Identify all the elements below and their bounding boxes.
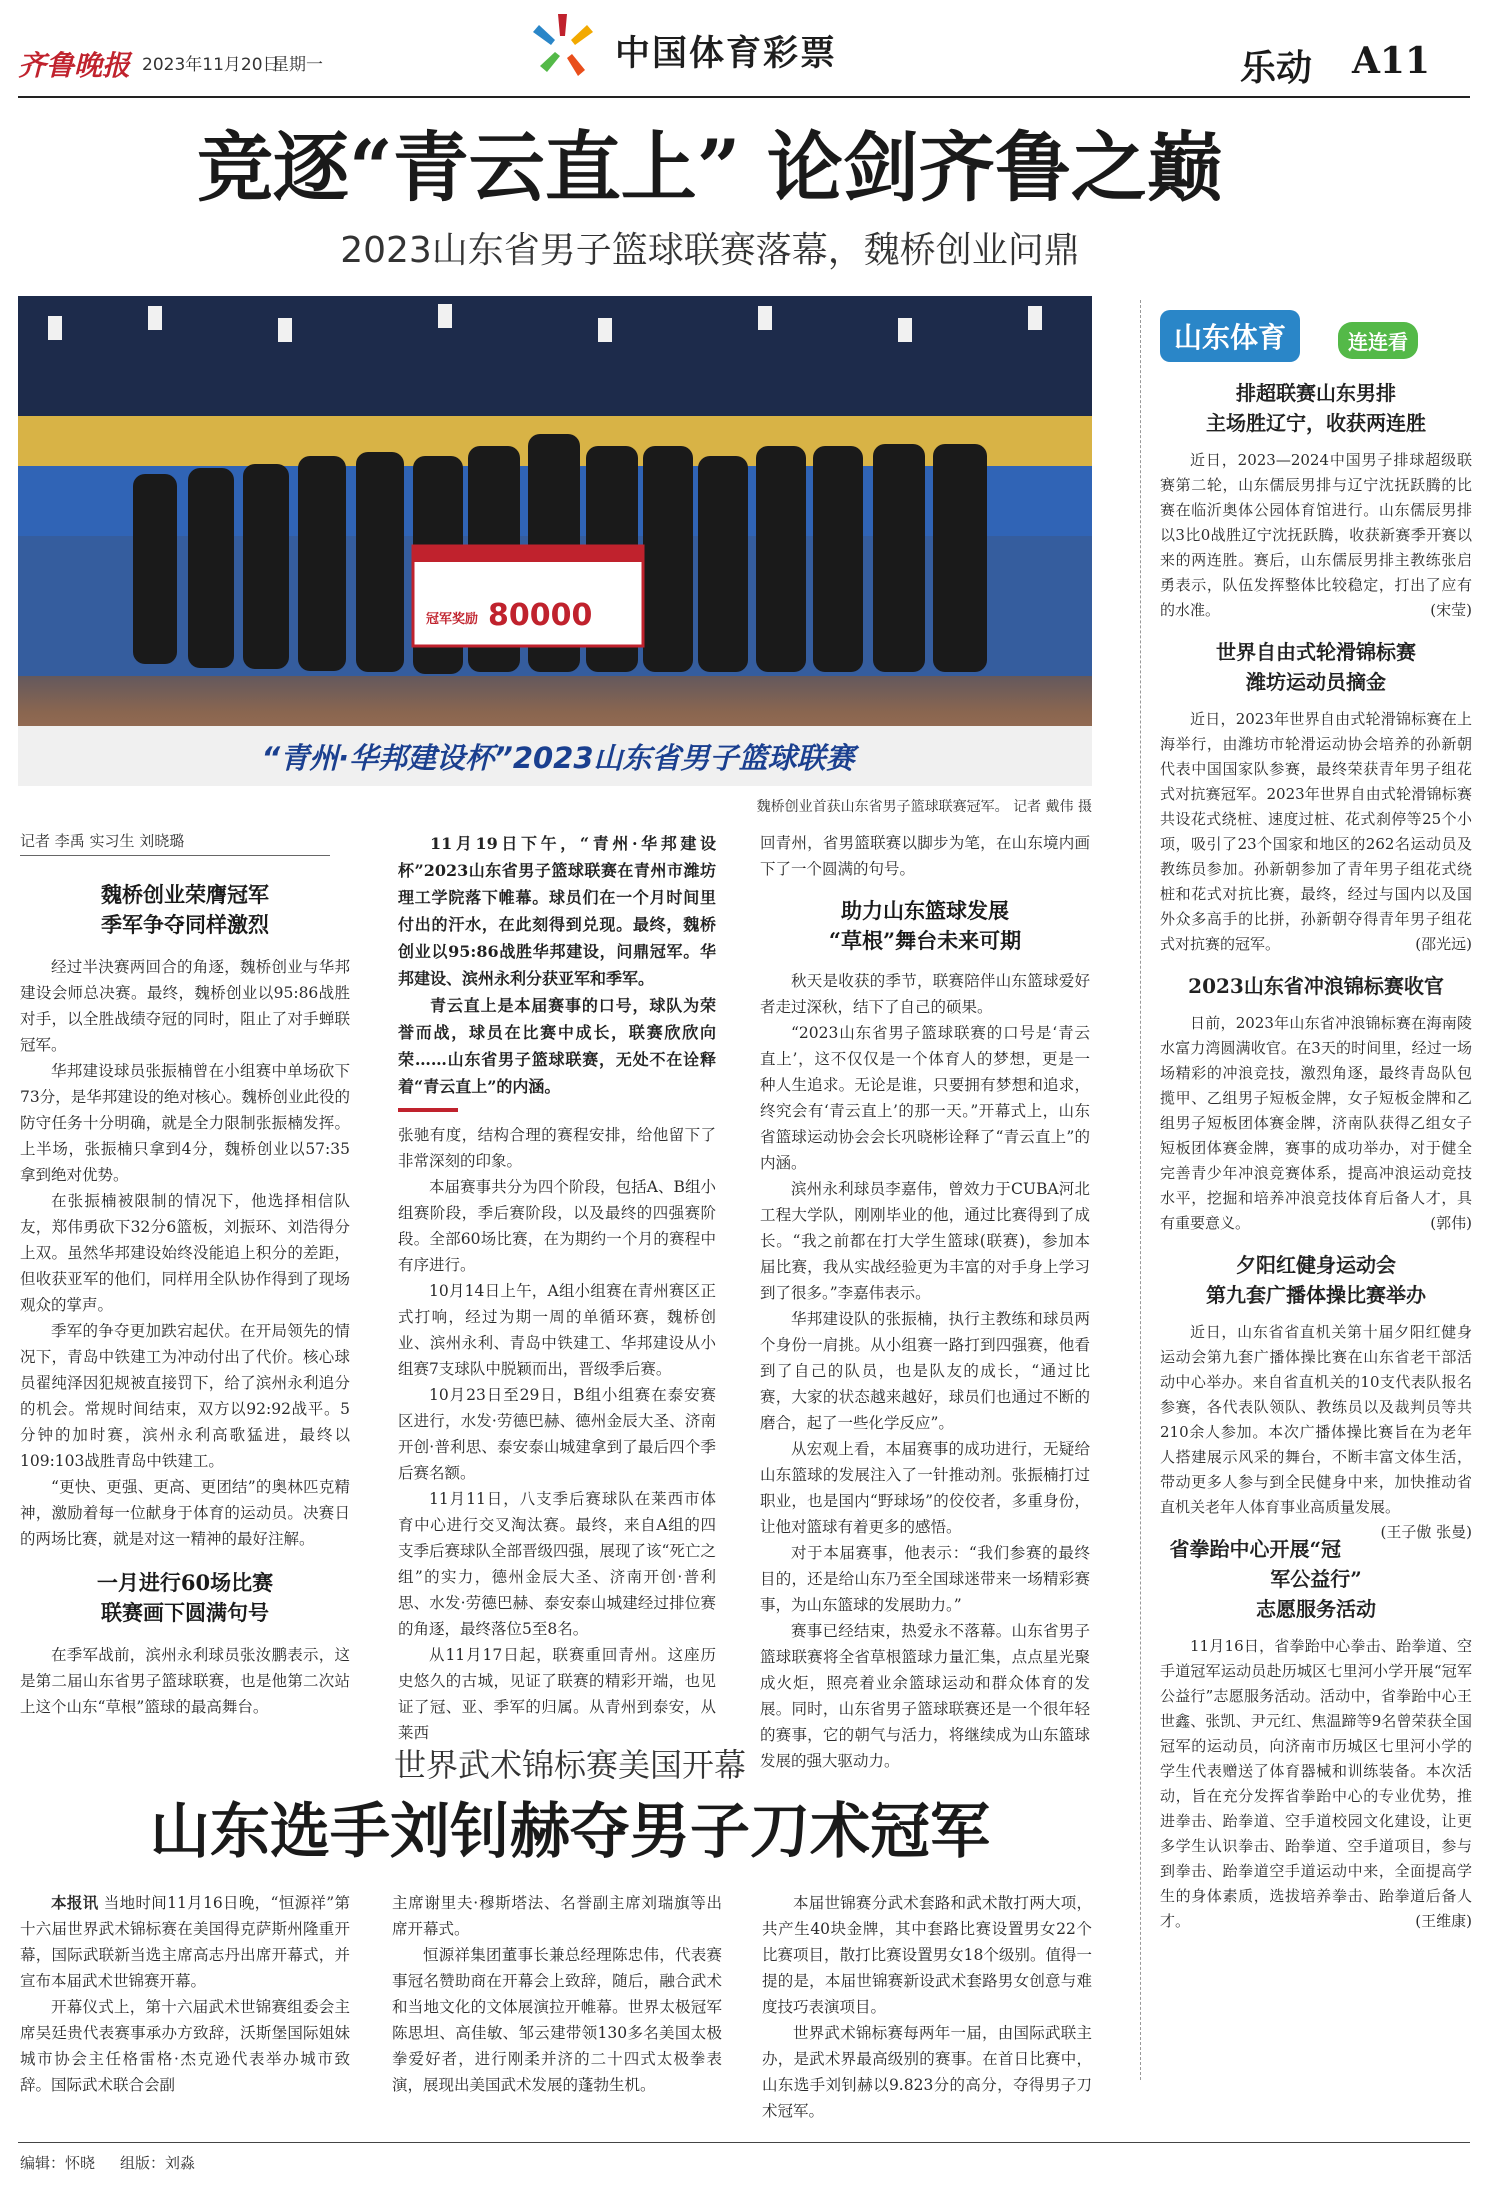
sidebar-item-title: 主场胜辽宁，收获两连胜: [1206, 411, 1426, 435]
paragraph: 从宏观上看，本届赛事的成功进行，无疑给山东篮球的发展注入了一针推动剂。张振楠打过职业，也是国内“野球场”的佼佼者，多重身份，让他对篮球有着更多的感悟。: [760, 1440, 1090, 1536]
second-column-2: [392, 1890, 722, 2098]
byline: 记者 李禹 实习生 刘晓璐: [20, 832, 185, 850]
sidebar-logo-text: 山东体育: [1160, 310, 1300, 362]
paragraph: 秋天是收获的季节，联赛陪伴山东篮球爱好者走过深秋，结下了自己的硕果。: [760, 972, 1090, 1016]
intro-paragraph: 青云直上是本届赛事的口号，球队为荣誉而战，球员在比赛中成长，联赛欣欣向荣……山东省男子篮球联赛，无处不在诠释着“青云直上”的内涵。: [398, 996, 716, 1096]
paragraph: 在季军战前，滨州永利球员张汝鹏表示，这是第二届山东省男子篮球联赛，也是他第二次站上这个山东“草根”篮球的最高舞台。: [20, 1646, 350, 1716]
sidebar-item: [1160, 1250, 1472, 1541]
paragraph: “2023山东省男子篮球联赛的口号是‘青云直上’，这不仅仅是一个体育人的梦想，更是一种人生追求。无论是谁，只要拥有梦想和追求，终究会有‘青云直上’的那一天。”开幕式上，山东省篮球运动协会会长巩晓彬诠释了“青云直上”的内涵。: [760, 1024, 1090, 1172]
sidebar-item-title: 排超联赛山东男排: [1236, 381, 1396, 405]
sidebar-item-title: 世界自由式轮滑锦标赛: [1216, 640, 1416, 664]
sidebar: [1160, 300, 1472, 1934]
masthead: [0, 0, 1488, 100]
sidebar-item: [1160, 378, 1472, 623]
sidebar-item-title: 第九套广播体操比赛举办: [1206, 1283, 1426, 1307]
sidebar-item-title: 志愿服务活动: [1256, 1597, 1376, 1621]
sidebar-item-title: 省拳跆中心开展“冠军公益行”: [1169, 1537, 1362, 1591]
paragraph: 11月11日，八支季后赛球队在莱西市体育中心进行交叉淘汰赛。最终，来自A组的四支季后赛球队全部晋级四强，展现了该“死亡之组”的实力，德州金辰大圣、济南开创·普利思、水发·劳德巴赫、泰安泰山城建经过排位赛的角逐，最终落位5至8名。: [398, 1490, 716, 1638]
sponsor-name: 中国体育彩票: [615, 34, 838, 74]
lottery-logo-icon: [525, 10, 600, 85]
second-headline: 山东选手刘钊赫夺男子刀术冠军: [150, 1797, 990, 1867]
sidebar-item-author: (邵光远): [1415, 935, 1472, 953]
issue-weekday: 星期一: [272, 55, 323, 75]
sub2-title-1: 一月进行60场比赛: [96, 1570, 274, 1595]
lead-column-3: [760, 830, 1090, 1774]
section-name: 乐动: [1240, 47, 1313, 89]
second-kicker: 世界武术锦标赛美国开幕: [393, 1746, 746, 1784]
footer-editor: 编辑：怀晓: [20, 2154, 96, 2172]
col1-body: [20, 954, 350, 1552]
masthead-rule: [18, 96, 1470, 98]
paper-logo: 齐鲁晚报: [18, 49, 131, 82]
second-column-1: [20, 1890, 350, 2098]
check-label: 冠军奖励: [426, 612, 479, 627]
intro-rule: [398, 1108, 458, 1112]
paragraph: 当地时间11月16日晚，“恒源祥”第十六届世界武术锦标赛在美国得克萨斯州隆重开幕，国际武联新当选主席高志丹出席开幕式，并宣布本届武术世锦赛开幕。: [20, 1894, 350, 1990]
photo-banner: “青州·华邦建设杯”2023山东省男子篮球联赛: [261, 741, 855, 775]
sidebar-item-title: 夕阳红健身运动会: [1236, 1253, 1396, 1277]
lead-subhead: 2023山东省男子篮球联赛落幕，魏桥创业问鼎: [340, 230, 1080, 271]
sidebar-item-title: 2023山东省冲浪锦标赛收官: [1188, 974, 1444, 998]
sidebar-item-text: 近日，山东省省直机关第十届夕阳红健身运动会第九套广播体操比赛在山东省老干部活动中心举办。来自省直机关的10支代表队报名参赛，各代表队领队、教练员以及裁判员等共210余人参加。本次广播体操比赛旨在为老年人搭建展示风采的舞台，不断丰富文体生活，带动更多人参与到全民健身中来，加快推动省直机关老年人体育事业高质量发展。: [1160, 1323, 1472, 1516]
paragraph: 回青州，省男篮联赛以脚步为笔，在山东境内画下了一个圆满的句号。: [760, 834, 1090, 878]
lead-headline: 竞逐“青云直上” 论剑齐鲁之巅: [197, 123, 1223, 212]
sub3-title-2: “草根”舞台未来可期: [828, 928, 1022, 953]
paragraph: 季军的争夺更加跌宕起伏。在开局领先的情况下，青岛中铁建工为冲动付出了代价。核心球员翟纯泽因犯规被直接罚下，给了滨州永利追分的机会。常规时间结束，双方以92:92战平。5分钟的加时赛，滨州永利高歌猛进，最终以109:103战胜青岛中铁建工。: [20, 1322, 350, 1470]
sidebar-item: [1160, 1534, 1472, 1934]
second-column-3: [762, 1890, 1092, 2124]
sidebar-item: [1160, 637, 1472, 957]
paragraph: 开幕仪式上，第十六届武术世锦赛组委会主席吴廷贵代表赛事承办方致辞，沃斯堡国际姐妹城市协会主任格雷格·杰克逊代表举办城市致辞。国际武术联合会副: [20, 1998, 350, 2094]
sidebar-item: [1160, 971, 1472, 1236]
lead-column-1: [20, 880, 350, 1720]
paragraph: 华邦建设队的张振楠，执行主教练和球员两个身份一肩挑。从小组赛一路打到四强赛，他看到了自己的队员，也是队友的成长，“通过比赛，大家的状态越来越好，球员们也通过不断的磨合，起了一些化学反应”。: [760, 1310, 1090, 1432]
paragraph: 经过半決赛两回合的角逐，魏桥创业与华邦建设会师总决赛。最终，魏桥创业以95:86战胜对手，以全胜战绩夺冠的同时，阻止了对手蝉联冠军。: [20, 958, 350, 1054]
paragraph: “更快、更强、更高、更团结”的奥林匹克精神，激励着每一位献身于体育的运动员。决赛日的两场比赛，就是对这一精神的最好注解。: [20, 1478, 350, 1548]
paragraph: 赛事已经结束，热爱永不落幕。山东省男子篮球联赛将全省草根篮球力量汇集，点点星光聚成火炬，照亮着业余篮球运动和群众体育的发展。同时，山东省男子篮球联赛还是一个很年轻的赛事，它的朝气与活力，将继续成为山东篮球发展的强大驱动力。: [760, 1622, 1090, 1770]
sidebar-item-title: 潍坊运动员摘金: [1246, 670, 1386, 694]
byline-rule: [20, 855, 330, 856]
paragraph: 10月14日上午，A组小组赛在青州赛区正式打响，经过为期一周的单循环赛，魏桥创业、滨州永利、青岛中铁建工、华邦建设从小组赛7支球队中脱颖而出，晋级季后赛。: [398, 1282, 716, 1378]
sidebar-logo: [1160, 300, 1472, 370]
sub3-title-1: 助力山东篮球发展: [841, 898, 1009, 923]
paragraph: 对于本届赛事，他表示：“我们参赛的最终目的，还是给山东乃至全国球迷带来一场精彩赛事，为山东篮球的发展助力。”: [760, 1544, 1090, 1614]
footer-rule: [18, 2142, 1470, 2143]
intro-box: [398, 830, 716, 1100]
paragraph: 本届世锦赛分武术套路和武术散打两大项，共产生40块金牌，其中套路比赛设置男女22个比赛项目，散打比赛设置男女18个级别。值得一提的是，本届世锦赛新设武术套路男女创意与难度技巧表演项目。: [762, 1894, 1092, 2016]
dateline: 本报讯: [51, 1893, 99, 1912]
paragraph: 在张振楠被限制的情况下，他选择相信队友，郑伟勇砍下32分6篮板，刘振环、刘浩得分上双。虽然华邦建设始终没能追上积分的差距，但收获亚军的他们，同样用全队协作得到了现场观众的掌声。: [20, 1192, 350, 1314]
paragraph: 华邦建设球员张振楠曾在小组赛中单场砍下73分，是华邦建设的绝对核心。魏桥创业此役的防守任务十分明确，就是全力限制张振楠发挥。上半场，张振楠只拿到4分，魏桥创业以57:35拿到绝对优势。: [20, 1062, 350, 1184]
sub1-title-2: 季军争夺同样激烈: [101, 912, 269, 937]
sidebar-item-text: 11月16日，省拳跆中心拳击、跆拳道、空手道冠军运动员赴历城区七里河小学开展“冠军公益行”志愿服务活动。活动中，省拳跆中心王世鑫、张凯、尹元红、焦温蹄等9名曾荣获全国冠军的运动员，向济南市历城区七里河小学的学生代表赠送了体育器械和训练装备。本次活动，旨在充分发挥省拳跆中心的专业优势，推进拳击、跆拳道、空手道校园文化建设，让更多学生认识拳击、跆拳道、空手道项目，参与到拳击、跆拳道空手道运动中来，全面提高学生的身体素质，选拔培养拳击、跆拳道后备人才。: [1160, 1637, 1472, 1930]
check-amount: 80000: [488, 598, 593, 633]
sidebar-item-text: 近日，2023年世界自由式轮滑锦标赛在上海举行，由潍坊市轮滑运动协会培养的孙新朝代表中国国家队参赛，最终荣获青年男子组花式对抗赛冠军。2023年世界自由式轮滑锦标赛共设花式绕桩、速度过桩、花式刹停等25个小项，吸引了23个国家和地区的262名运动员及教练员参加。孙新朝参加了青年男子组花式绕桩和花式对抗比赛，最终，经过与国内以及国外众多高手的比拼，孙新朝夺得青年男子组花式对抗赛的冠军。: [1160, 710, 1472, 953]
lead-column-2: [398, 830, 716, 1746]
paragraph: 恒源祥集团董事长兼总经理陈忠伟，代表赛事冠名赞助商在开幕会上致辞，随后，融合武术和当地文化的文体展演拉开帷幕。世界太极冠军陈思坦、高佳敏、邹云建带领130多名美国太极拳爱好者，进行刚柔并济的二十四式太极拳表演，展现出美国武术发展的蓬勃生机。: [392, 1946, 722, 2094]
sidebar-item-text: 日前，2023年山东省冲浪锦标赛在海南陵水富力湾圆满收官。在3天的时间里，经过一场场精彩的冲浪竞技，激烈角逐，最终青岛队包揽甲、乙组男子短板金牌，女子短板金牌和乙组男子短板团体赛金牌，济南队获得乙组女子短板团体赛金牌，赛事的成功举办，对于健全完善青少年冲浪竞赛体系，提高冲浪运动竞技水平，挖掘和培养冲浪竞技体育后备人才，具有重要意义。: [1160, 1014, 1472, 1232]
paragraph: 世界武术锦标赛每两年一届，由国际武联主办，是武术界最高级别的赛事。在首日比赛中，山东选手刘钊赫以9.823分的高分，夺得男子刀术冠军。: [762, 2024, 1092, 2120]
lead-photo: [18, 296, 1092, 786]
page-number: A11: [1352, 40, 1431, 82]
paragraph: 本届赛事共分为四个阶段，包括A、B组小组赛阶段，季后赛阶段，以及最终的四强赛阶段。全部60场比赛，在为期约一个月的赛程中有序进行。: [398, 1178, 716, 1274]
sidebar-item-author: (王维康): [1415, 1912, 1472, 1930]
paragraph: 从11月17日起，联赛重回青州。这座历史悠久的古城，见证了联赛的精彩开端，也见证了冠、亚、季军的归属。从青州到泰安，从莱西: [398, 1646, 716, 1742]
sidebar-item-author: (郭伟): [1430, 1214, 1472, 1232]
issue-date: 2023年11月20日: [142, 55, 280, 75]
intro-paragraph: 11月19日下午，“青州·华邦建设杯”2023山东省男子篮球联赛在青州市潍坊理工学院落下帷幕。球员们在一个月时间里付出的汗水，在此刻得到兑现。最终，魏桥创业以95:86战胜华邦建设，问鼎冠军。华邦建设、滨州永利分获亚军和季军。: [398, 834, 716, 988]
sidebar-divider: [1140, 300, 1141, 2080]
sidebar-logo-tag: 连连看: [1338, 322, 1418, 359]
sub2-title-2: 联赛画下圆满句号: [101, 1600, 269, 1625]
paragraph: 滨州永利球员李嘉伟，曾效力于CUBA河北工程大学队，刚刚毕业的他，通过比赛得到了成长。“我之前都在打大学生篮球(联赛)，参加本届比赛，我从实战经验更为丰富的对手身上学习到了很多。”李嘉伟表示。: [760, 1180, 1090, 1302]
photo-caption: 魏桥创业首获山东省男子篮球联赛冠军。 记者 戴伟 摄: [756, 799, 1092, 815]
paragraph: 张驰有度，结构合理的赛程安排，给他留下了非常深刻的印象。: [398, 1126, 716, 1170]
paragraph: 主席谢里夫·穆斯塔法、名誉副主席刘瑞旗等出席开幕式。: [392, 1894, 722, 1938]
footer-layout: 组版：刘淼: [120, 2154, 196, 2172]
sidebar-item-text: 近日，2023—2024中国男子排球超级联赛第二轮，山东儒辰男排与辽宁沈抚跃腾的比赛在临沂奥体公园体育馆进行。山东儒辰男排以3比0战胜辽宁沈抚跃腾，收获新赛季开赛以来的两连胜。赛后，山东儒辰男排主教练张启勇表示，队伍发挥整体比较稳定，打出了应有的水准。: [1160, 451, 1472, 619]
paragraph: 10月23日至29日，B组小组赛在泰安赛区进行，水发·劳德巴赫、德州金辰大圣、济南开创·普利思、泰安泰山城建拿到了最后四个季后赛名额。: [398, 1386, 716, 1482]
sidebar-item-author: (王子傲 张曼): [1380, 1523, 1472, 1541]
sub1-title-1: 魏桥创业荣膺冠军: [101, 882, 269, 907]
sidebar-item-author: (宋莹): [1430, 601, 1472, 619]
